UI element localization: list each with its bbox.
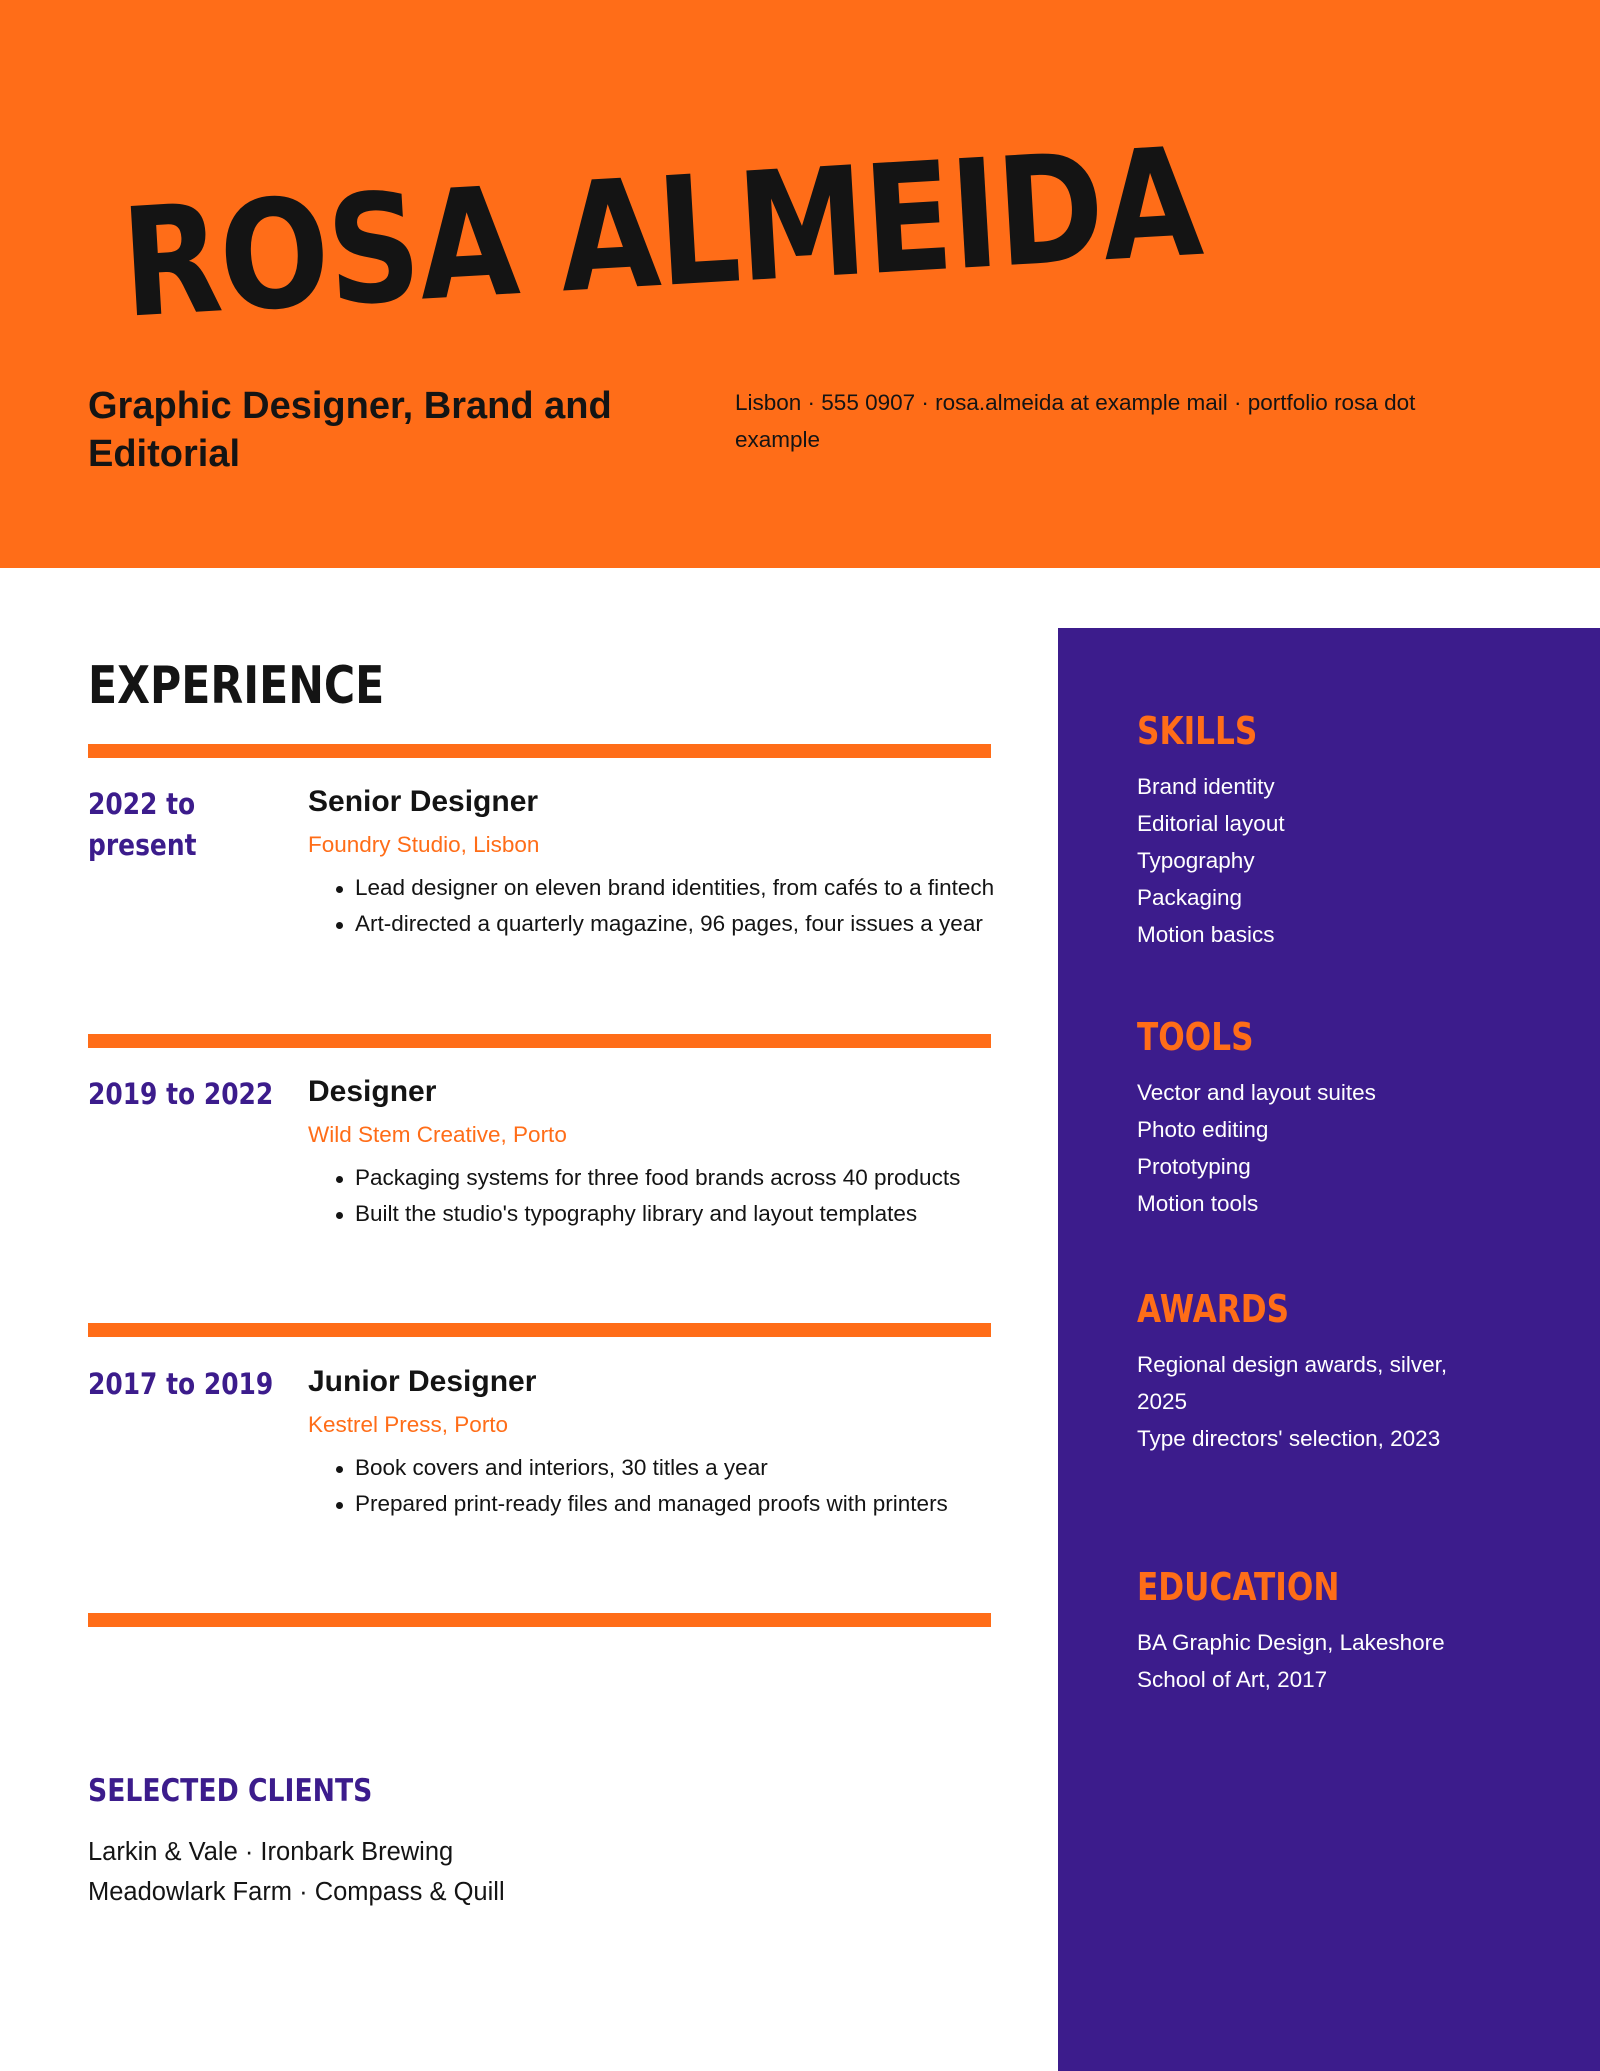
- awards-list: [1137, 1346, 1477, 1457]
- award-item: Regional design awards, silver, 2025: [1137, 1352, 1448, 1414]
- bullet-item: Book covers and interiors, 30 titles a year: [308, 1450, 948, 1486]
- skills-heading: SKILLS: [1137, 709, 1258, 753]
- entry-bullets: [308, 1450, 948, 1522]
- entry-company: Kestrel Press, Porto: [308, 1412, 509, 1437]
- entry-bullets: [308, 870, 994, 942]
- bullet-item: Art-directed a quarterly magazine, 96 pages, four issues a year: [308, 906, 994, 942]
- experience-entry: [88, 1074, 1028, 1274]
- education-heading: EDUCATION: [1137, 1565, 1340, 1609]
- skill-item: Motion basics: [1137, 922, 1275, 947]
- entry-role: Senior Designer: [308, 785, 539, 818]
- tool-item: Photo editing: [1137, 1117, 1269, 1142]
- section-divider: [88, 744, 991, 758]
- contact-info: Lisbon · 555 0907 · rosa.almeida at example mail · portfolio rosa dot example: [735, 390, 1416, 452]
- skills-list: [1137, 768, 1537, 953]
- entry-company: Foundry Studio, Lisbon: [308, 832, 540, 857]
- entry-dates: 2019 to 2022: [88, 1077, 274, 1111]
- skill-item: Editorial layout: [1137, 811, 1285, 836]
- bullet-item: Prepared print-ready files and managed proofs with printers: [308, 1486, 948, 1522]
- experience-entry: [88, 1364, 1028, 1564]
- skill-item: Typography: [1137, 848, 1255, 873]
- section-divider: [88, 1034, 991, 1048]
- education-list: [1137, 1624, 1477, 1698]
- clients-line: Meadowlark Farm · Compass & Quill: [88, 1878, 505, 1906]
- clients-heading: SELECTED CLIENTS: [88, 1773, 373, 1809]
- award-item: Type directors' selection, 2023: [1137, 1426, 1441, 1451]
- tool-item: Vector and layout suites: [1137, 1080, 1376, 1105]
- entry-bullets: [308, 1160, 960, 1232]
- entry-dates: 2017 to 2019: [88, 1367, 274, 1401]
- bullet-item: Packaging systems for three food brands across 40 products: [308, 1160, 960, 1196]
- skill-item: Brand identity: [1137, 774, 1275, 799]
- entry-dates: 2022 to present: [88, 787, 197, 862]
- tools-list: [1137, 1074, 1537, 1222]
- bullet-item: Lead designer on eleven brand identities, from cafés to a fintech: [308, 870, 994, 906]
- tools-heading: TOOLS: [1137, 1015, 1254, 1059]
- skill-item: Packaging: [1137, 885, 1243, 910]
- tool-item: Motion tools: [1137, 1191, 1259, 1216]
- entry-role: Designer: [308, 1075, 437, 1108]
- entry-company: Wild Stem Creative, Porto: [308, 1122, 567, 1147]
- tool-item: Prototyping: [1137, 1154, 1251, 1179]
- job-title: Graphic Designer, Brand and Editorial: [88, 385, 612, 475]
- section-divider: [88, 1323, 991, 1337]
- awards-heading: AWARDS: [1137, 1287, 1290, 1331]
- experience-heading: EXPERIENCE: [88, 656, 385, 716]
- entry-role: Junior Designer: [308, 1365, 537, 1398]
- experience-entry: [88, 784, 1028, 984]
- candidate-name: ROSA ALMEIDA: [117, 115, 1205, 352]
- education-item: BA Graphic Design, Lakeshore School of Art, 2017: [1137, 1630, 1445, 1692]
- bullet-item: Built the studio's typography library and layout templates: [308, 1196, 960, 1232]
- clients-line: Larkin & Vale · Ironbark Brewing: [88, 1838, 454, 1866]
- section-divider: [88, 1613, 991, 1627]
- clients-list: [88, 1832, 505, 1912]
